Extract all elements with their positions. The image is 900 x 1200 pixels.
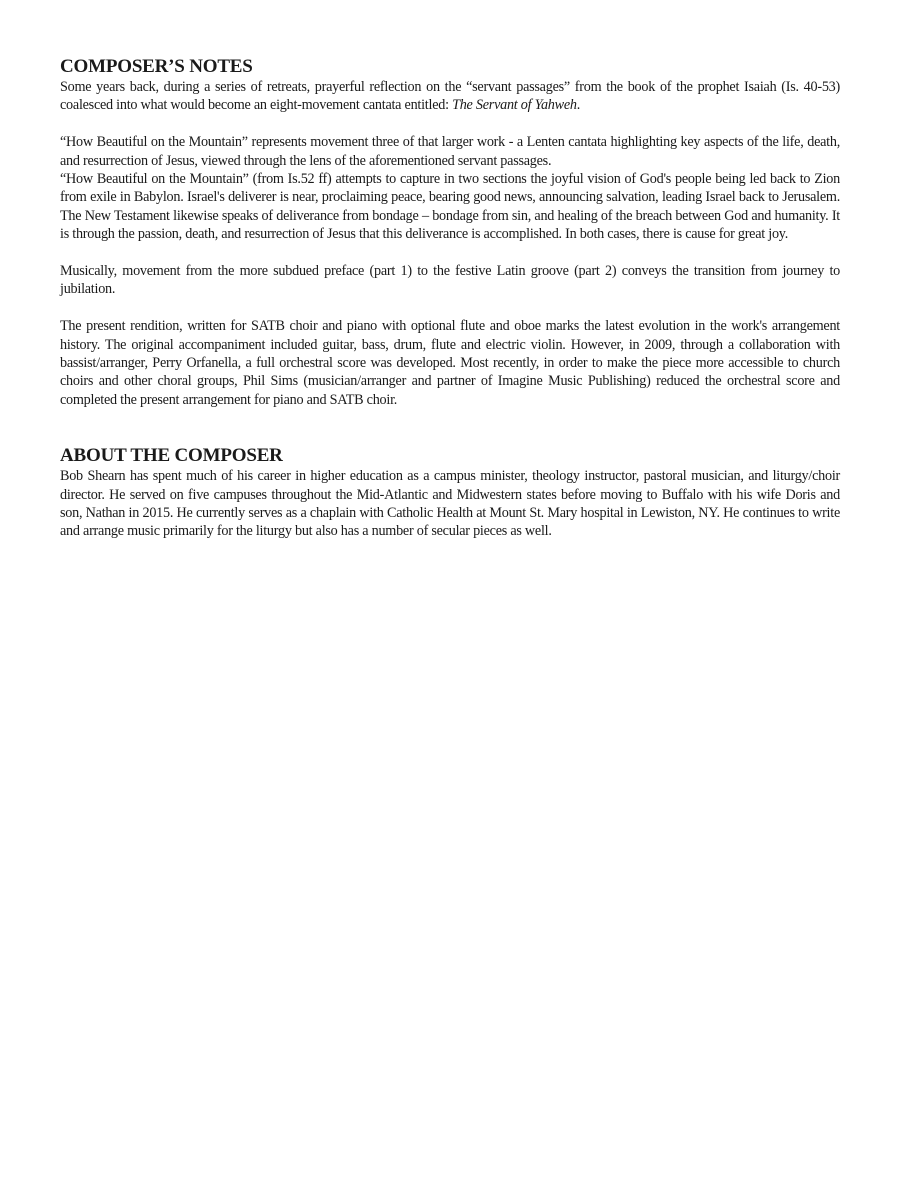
cantata-title: The Servant of Yahweh [452,97,577,114]
about-composer-paragraph: Bob Shearn has spent much of his career in higher education as a campus minister, theology instructor, pastoral musician, and liturgy/choir director. He served on five campuses throughout the Mid-Atlantic and Midwestern states before moving to Buffalo with his wife Doris and son, Nathan in 2015. He currently serves as a chaplain with Catholic Health at Mount St. Mary hospital in Lewiston, NY. He continues to write and arrange music primarily for the liturgy but also has a number of secular pieces as well. [60,468,840,540]
composers-notes-paragraph-4: The present rendition, written for SATB choir and piano with optional flute and oboe marks the latest evolution in the work's arrangement history. The original accompaniment included guitar, bass, drum, flute and electric violin. However, in 2009, through a collaboration with bassist/arranger, Perry Orfanella, a full orchestral score was developed. Most recently, in order to make the piece more accessible to church choirs and other choral groups, Phil Sims (musician/arranger and partner of Imagine Music Publishing) reduced the orchestral score and completed the present arrangement for piano and SATB choir. [60,318,840,408]
document-page [60,56,840,541]
paragraph-1-end: . [576,97,581,114]
composers-notes-paragraph-2b: “How Beautiful on the Mountain” (from Is.52 ff) attempts to capture in two sections the joyful vision of God's people being led back to Zion from exile in Babylon. Israel's deliverer is near, proclaiming peace, bearing good news, announcing salvation, leading Israel back to Jerusalem. The New Testament likewise speaks of deliverance from bondage – bondage from sin, and healing of the breach between God and humanity. It is through the passion, death, and resurrection of Jesus that this deliverance is accomplished. In both cases, there is cause for great joy. [60,171,840,243]
composers-notes-paragraph-1 [60,78,840,115]
paragraph-1-text: Some years back, during a series of retreats, prayerful reflection on the “servant passages” from the book of the prophet Isaiah (Is. 40-53) coalesced into what would become an eight-movement cantata entitled: [60,79,840,114]
composers-notes-paragraph-3: Musically, movement from the more subdued preface (part 1) to the festive Latin groove (part 2) conveys the transition from journey to jubilation. [60,263,840,298]
about-composer-heading: ABOUT THE COMPOSER [60,445,283,467]
composers-notes-paragraph-2a: “How Beautiful on the Mountain” represents movement three of that larger work - a Lenten cantata highlighting key aspects of the life, death, and resurrection of Jesus, viewed through the lens of the aforementioned servant passages. [60,134,840,169]
composers-notes-heading: COMPOSER’S NOTES [60,56,253,77]
